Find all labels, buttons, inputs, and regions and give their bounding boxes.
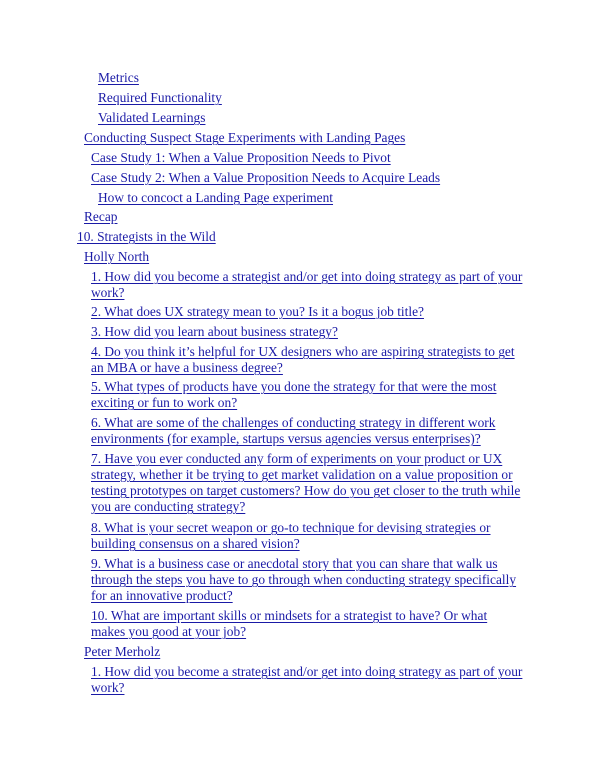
toc-link-recap[interactable]: Recap [84,209,118,224]
toc-entry-required-functionality [98,90,222,106]
toc-link-pm-q1[interactable]: 1. How did you become a strategist and/or get into doing strategy as part of your work? [91,664,523,695]
toc-entry-chapter-10 [77,229,216,245]
toc-entry-metrics [98,70,139,86]
toc-link-required-functionality[interactable]: Required Functionality [98,90,222,105]
toc-entry-case-study-2 [91,170,440,186]
toc-entry-recap [84,209,117,225]
toc-link-landing-page-experiment[interactable]: How to concoct a Landing Page experiment [98,190,334,205]
toc-link-case-study-1[interactable]: Case Study 1: When a Value Proposition Needs to Pivot [91,150,391,165]
toc-entry-hn-q1 [91,269,523,301]
toc-entry-hn-q2 [91,304,424,320]
toc-entry-hn-q3 [91,324,338,340]
toc-entry-holly-north [84,249,149,265]
toc-link-validated-learnings[interactable]: Validated Learnings [98,110,206,125]
toc-link-hn-q9[interactable]: 9. What is a business case or anecdotal story that you can share that walk us through the steps you have to go through when conducting strategy specifically for an innovative product? [91,556,517,603]
toc-entry-case-study-1 [91,150,391,166]
toc-link-hn-q4[interactable]: 4. Do you think it’s helpful for UX designers who are aspiring strategists to get an MBA or have a business degree? [91,344,515,375]
toc-link-case-study-2[interactable]: Case Study 2: When a Value Proposition Needs to Acquire Leads [91,170,441,185]
toc-link-holly-north[interactable]: Holly North [84,249,150,264]
toc-entry-hn-q6 [91,415,523,447]
toc-entry-validated-learnings [98,110,205,126]
toc-entry-hn-q5 [91,379,523,411]
toc-entry-landing-page-experiment [98,190,333,206]
toc-link-chapter-10[interactable]: 10. Strategists in the Wild [77,229,216,244]
toc-link-hn-q5[interactable]: 5. What types of products have you done the strategy for that were the most exciting or fun to work on? [91,379,497,410]
toc-link-conducting-suspect-stage[interactable]: Conducting Suspect Stage Experiments with Landing Pages [84,130,406,145]
toc-link-hn-q7[interactable]: 7. Have you ever conducted any form of experiments on your product or UX strategy, whether it be trying to get market validation on a value proposition or testing prototypes on target customers? How do you get closer to the truth while you are conducting strategy? [91,451,521,514]
toc-entry-pm-q1 [91,664,523,696]
toc-entry-hn-q10 [91,608,523,640]
toc-link-hn-q2[interactable]: 2. What does UX strategy mean to you? Is it a bogus job title? [91,304,424,319]
toc-entry-hn-q8 [91,520,523,552]
toc-link-hn-q3[interactable]: 3. How did you learn about business strategy? [91,324,338,339]
toc-link-metrics[interactable]: Metrics [98,70,139,85]
toc-link-hn-q10[interactable]: 10. What are important skills or mindsets for a strategist to have? Or what makes you good at your job? [91,608,488,639]
toc-entry-conducting-suspect-stage [84,130,405,146]
toc-entry-peter-merholz [84,644,160,660]
toc-link-hn-q1[interactable]: 1. How did you become a strategist and/or get into doing strategy as part of your work? [91,269,523,300]
toc-entry-hn-q4 [91,344,523,376]
toc-entry-hn-q7 [91,451,523,515]
toc-link-peter-merholz[interactable]: Peter Merholz [84,644,161,659]
toc-link-hn-q8[interactable]: 8. What is your secret weapon or go-to technique for devising strategies or building consensus on a shared vision? [91,520,491,551]
toc-entry-hn-q9 [91,556,523,604]
toc-link-hn-q6[interactable]: 6. What are some of the challenges of conducting strategy in different work environments (for example, startups versus agencies versus enterprises)? [91,415,496,446]
